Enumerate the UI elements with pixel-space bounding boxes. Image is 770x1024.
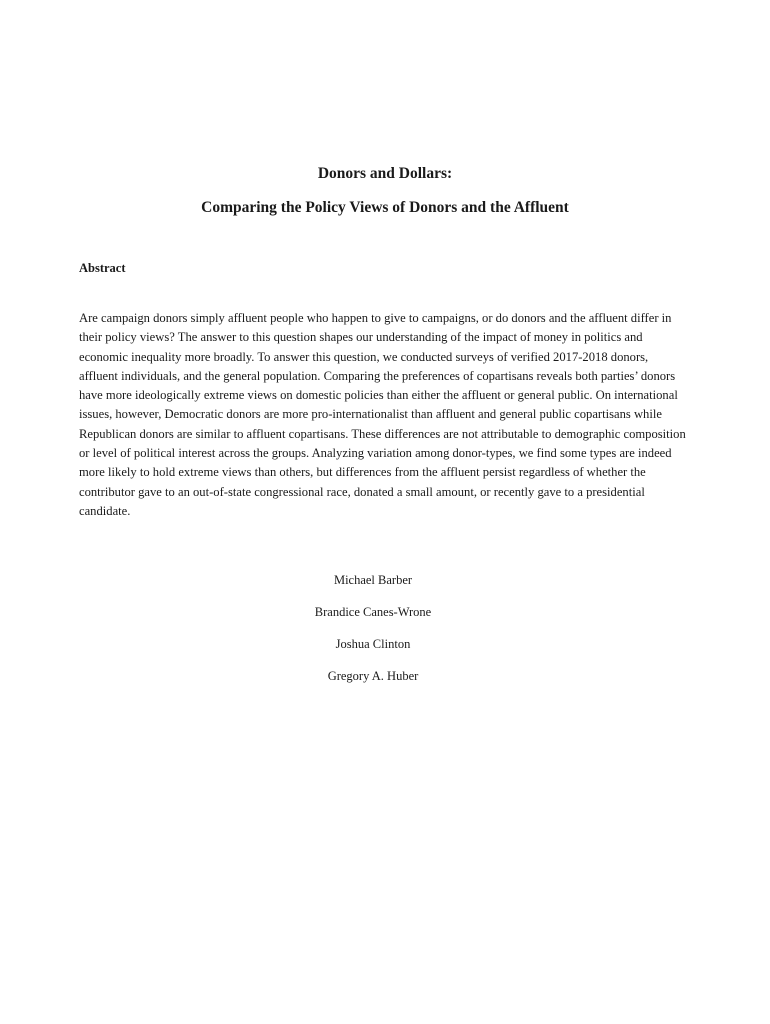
paper-title-line-1: Donors and Dollars: xyxy=(317,165,453,182)
author-name: Joshua Clinton xyxy=(335,637,411,651)
author-list xyxy=(0,571,746,699)
abstract-body: Are campaign donors simply affluent people who happen to give to campaigns, or do donors and the affluent differ in their policy views? The answer to this question shapes our understanding of the impact of money in politics and economic inequality more broadly. To answer this question, we conducted surveys of verified 2017-2018 donors, affluent individuals, and the general population. Comparing the preferences of copartisans reveals both parties’ donors have more ideologically extreme views on domestic policies than either the affluent or general public. On international issues, however, Democratic donors are more pro-internationalist than affluent and general public copartisans while Republican donors are similar to affluent copartisans. These differences are not attributable to demographic composition or level of political interest across the groups. Analyzing variation among donor-types, we find some types are indeed more likely to hold extreme views than others, but differences from the affluent persist regardless of whether the contributor gave to an out-of-state congressional race, donated a small amount, or recently gave to a presidential candidate. xyxy=(79,311,686,518)
author-name: Michael Barber xyxy=(333,573,413,587)
abstract-heading: Abstract xyxy=(79,261,126,275)
title-block xyxy=(0,164,770,218)
author-name: Gregory A. Huber xyxy=(327,669,419,683)
author-name: Brandice Canes-Wrone xyxy=(314,605,432,619)
paper-title-line-2: Comparing the Policy Views of Donors and the Affluent xyxy=(201,199,569,216)
